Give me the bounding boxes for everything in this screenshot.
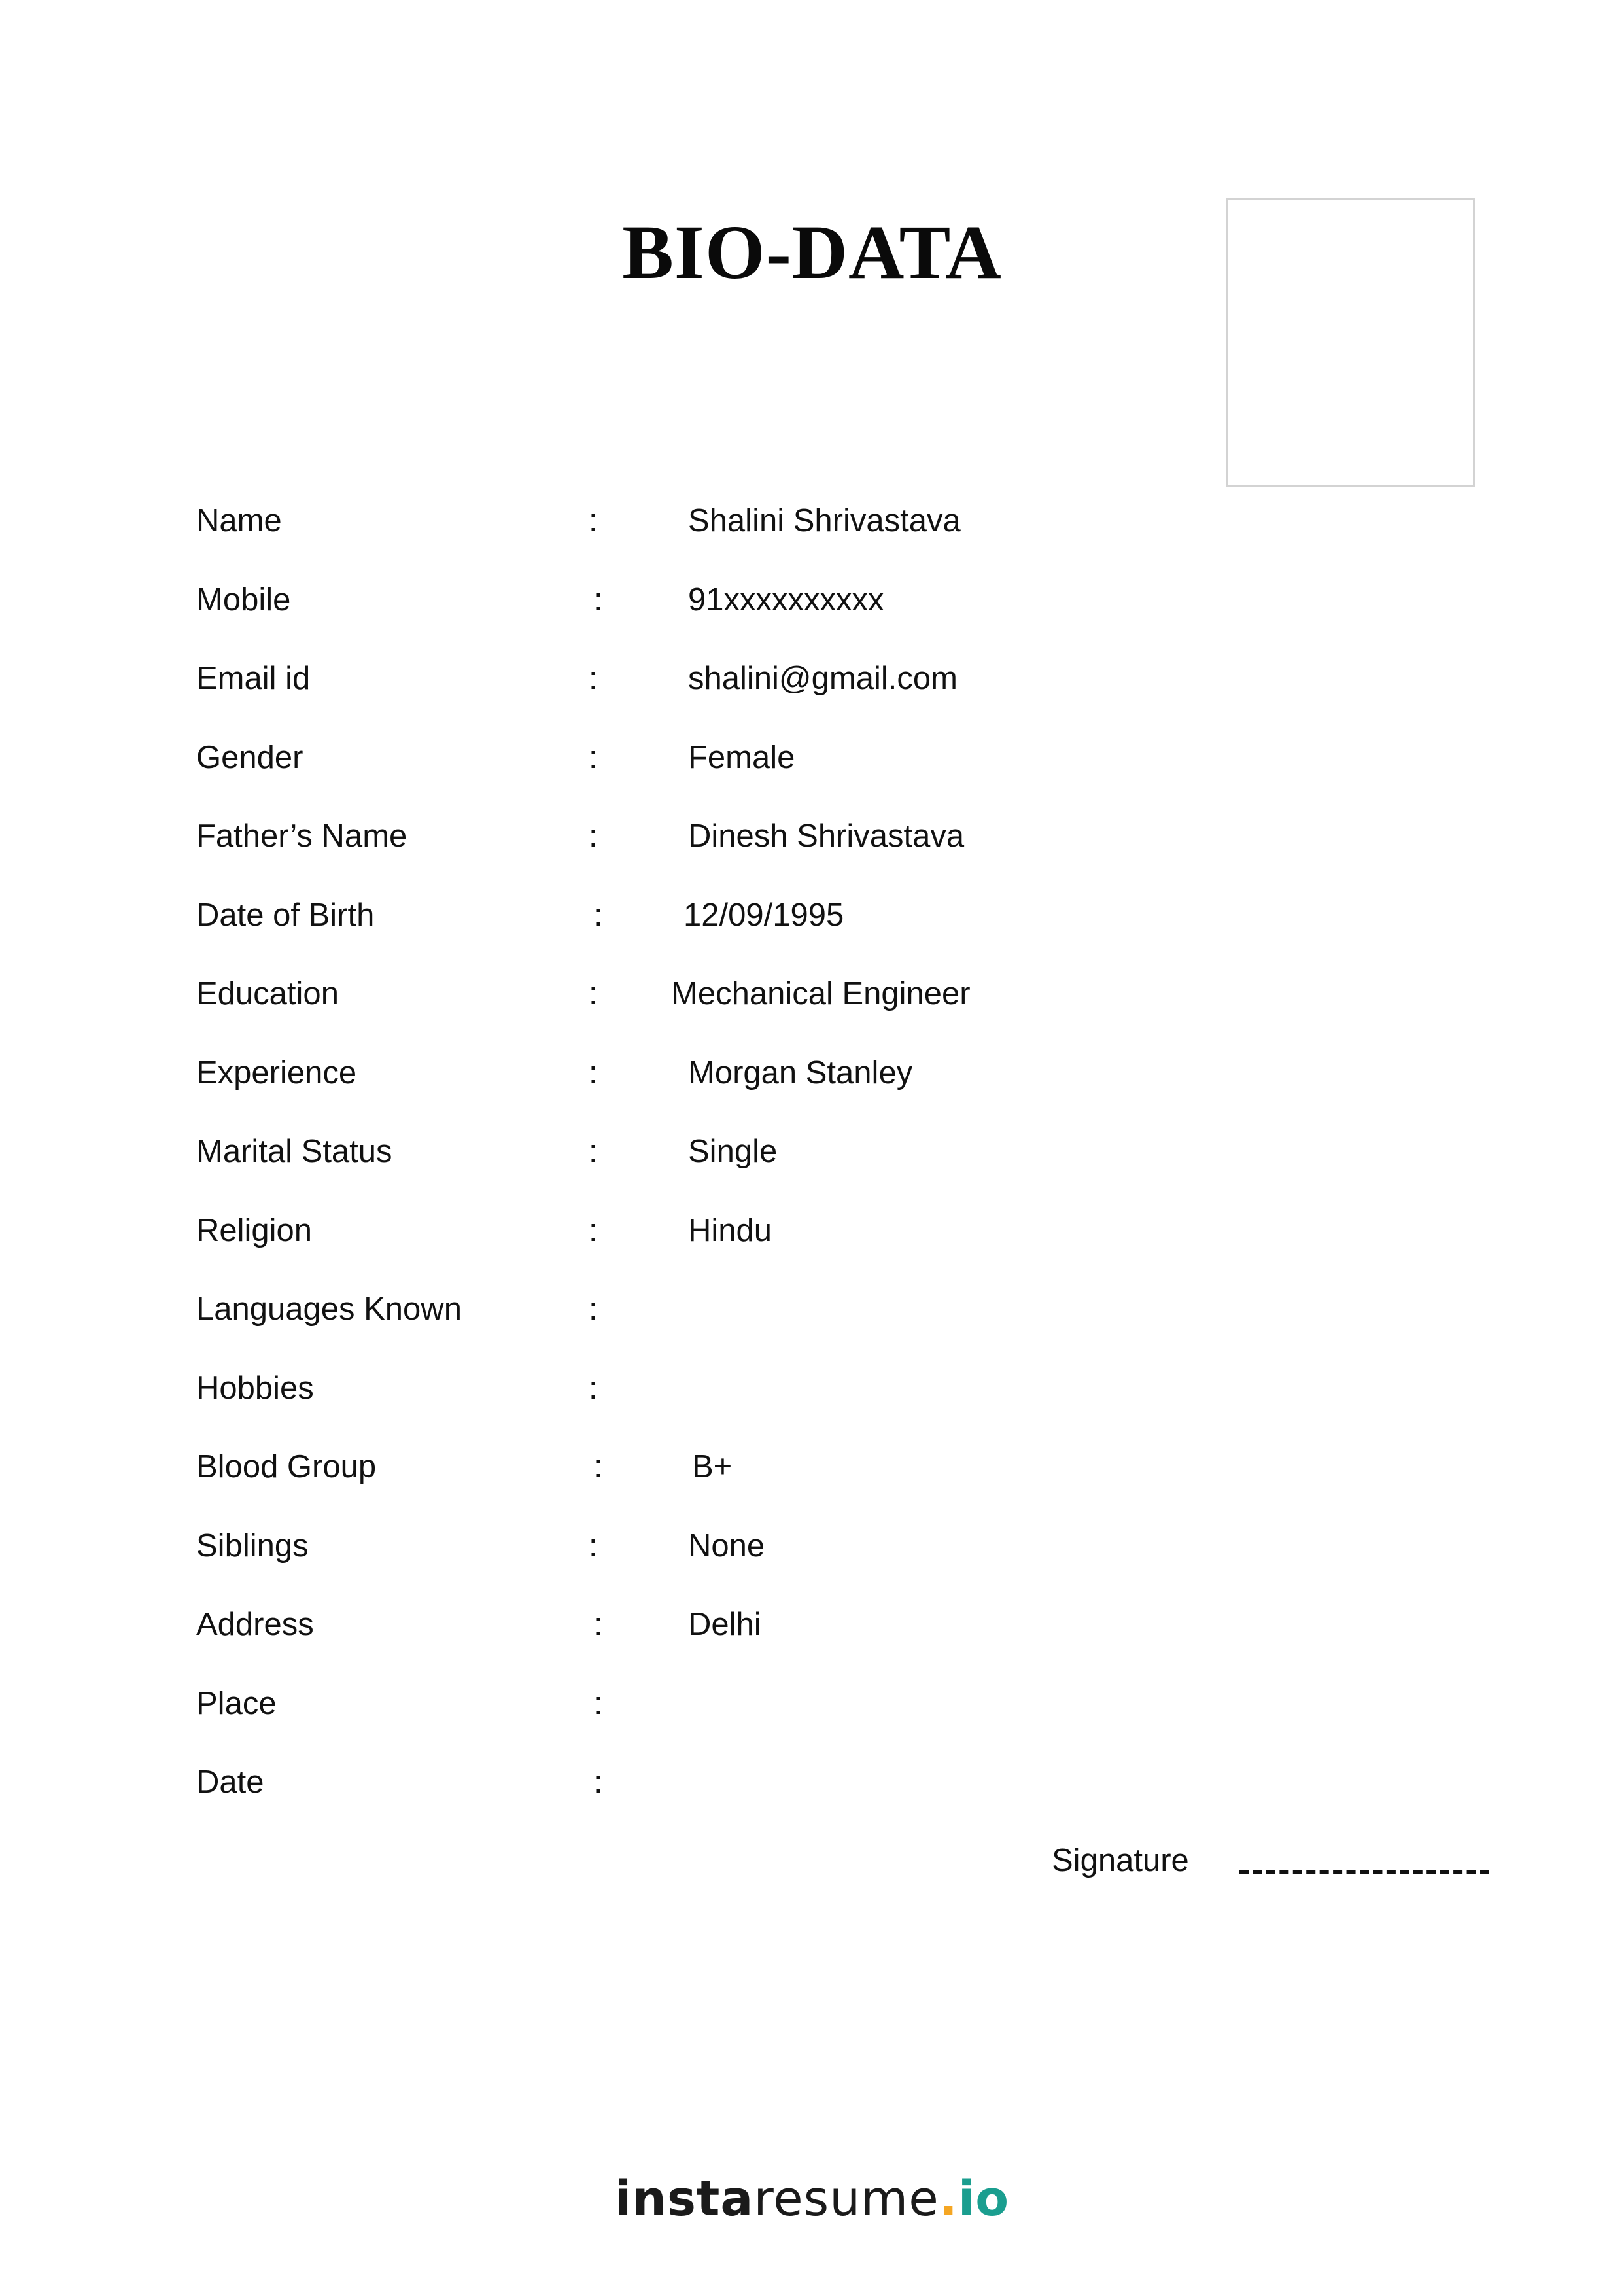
- field-label: Email id: [196, 661, 311, 696]
- field-value: 12/09/1995: [683, 897, 844, 933]
- field-label: Experience: [196, 1055, 357, 1091]
- field-separator: :: [589, 1134, 598, 1169]
- field-separator: :: [594, 897, 603, 933]
- field-separator: :: [594, 1607, 603, 1642]
- field-separator: :: [594, 1764, 603, 1800]
- field-value: Single: [688, 1134, 778, 1169]
- field-value: Hindu: [688, 1212, 772, 1248]
- field-row-date-of-birth: [196, 896, 1373, 975]
- field-row-siblings: [196, 1526, 1373, 1605]
- brand-logo: [0, 2171, 1624, 2227]
- field-label: Father’s Name: [196, 818, 407, 854]
- field-value: Mechanical Engineer: [671, 976, 971, 1011]
- field-row-blood-group: [196, 1447, 1373, 1526]
- field-separator: :: [589, 1370, 598, 1406]
- field-value: Dinesh Shrivastava: [688, 818, 965, 854]
- field-separator: :: [589, 503, 598, 538]
- field-row-hobbies: [196, 1369, 1373, 1448]
- photo-placeholder: [1226, 198, 1475, 487]
- field-row-name: [196, 501, 1373, 580]
- field-label: Date: [196, 1764, 264, 1800]
- field-separator: :: [594, 1685, 603, 1721]
- field-row-email: [196, 659, 1373, 738]
- field-label: Name: [196, 503, 282, 538]
- bio-fields: [196, 501, 1373, 1842]
- field-row-fathers-name: [196, 816, 1373, 896]
- field-separator: :: [589, 1212, 598, 1248]
- field-label: Gender: [196, 739, 303, 775]
- brand-part-resume: resume: [753, 2171, 939, 2227]
- field-row-mobile: [196, 580, 1373, 659]
- field-value: Female: [688, 739, 795, 775]
- field-label: Hobbies: [196, 1370, 314, 1406]
- field-value: shalini@gmail.com: [688, 661, 958, 696]
- field-row-education: [196, 974, 1373, 1053]
- signature-line: [1239, 1870, 1489, 1874]
- signature-label: Signature: [1052, 1843, 1189, 1878]
- field-label: Mobile: [196, 582, 291, 618]
- field-row-gender: [196, 738, 1373, 817]
- brand-part-io: io: [958, 2171, 1010, 2227]
- brand-part-insta: insta: [614, 2171, 754, 2227]
- field-label: Education: [196, 976, 339, 1011]
- field-row-address: [196, 1605, 1373, 1684]
- brand-dot: .: [939, 2171, 958, 2227]
- field-value: B+: [692, 1449, 733, 1484]
- field-row-date: [196, 1762, 1373, 1842]
- field-row-experience: [196, 1053, 1373, 1132]
- field-separator: :: [589, 1055, 598, 1091]
- field-row-place: [196, 1684, 1373, 1763]
- field-separator: :: [589, 661, 598, 696]
- field-label: Blood Group: [196, 1449, 377, 1484]
- field-separator: :: [594, 582, 603, 618]
- field-label: Date of Birth: [196, 897, 375, 933]
- field-value: None: [688, 1528, 765, 1564]
- field-label: Marital Status: [196, 1134, 392, 1169]
- field-separator: :: [589, 1528, 598, 1564]
- field-value: 91xxxxxxxxxx: [688, 582, 884, 618]
- field-row-marital-status: [196, 1132, 1373, 1211]
- field-separator: :: [589, 739, 598, 775]
- field-separator: :: [589, 976, 598, 1011]
- field-label: Address: [196, 1607, 314, 1642]
- field-separator: :: [589, 818, 598, 854]
- field-label: Place: [196, 1685, 277, 1721]
- field-label: Languages Known: [196, 1291, 462, 1327]
- field-label: Siblings: [196, 1528, 309, 1564]
- field-row-languages-known: [196, 1289, 1373, 1369]
- field-separator: :: [589, 1291, 598, 1327]
- field-value: Shalini Shrivastava: [688, 503, 961, 538]
- field-value: Delhi: [688, 1607, 761, 1642]
- field-label: Religion: [196, 1212, 313, 1248]
- field-row-religion: [196, 1211, 1373, 1290]
- field-value: Morgan Stanley: [688, 1055, 913, 1091]
- field-separator: :: [594, 1449, 603, 1484]
- page-title: BIO-DATA: [622, 209, 1002, 295]
